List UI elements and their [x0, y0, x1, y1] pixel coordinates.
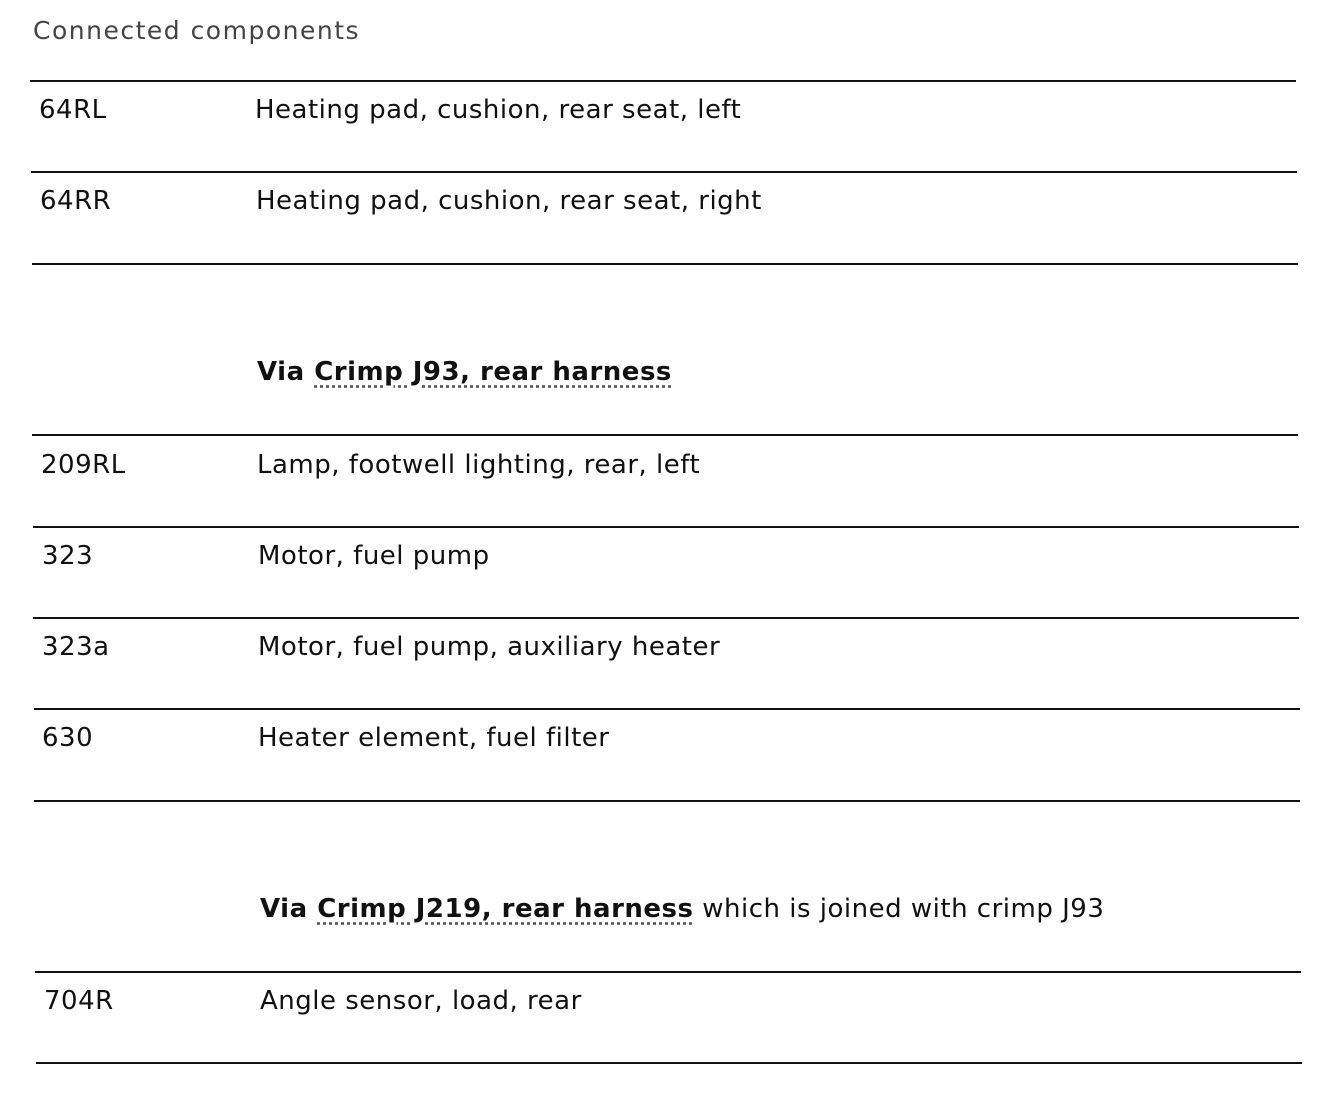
component-description: Angle sensor, load, rear	[260, 986, 582, 1016]
crimp-heading-j93	[257, 357, 672, 387]
table-divider	[33, 526, 1299, 528]
crimp-j93-link[interactable]: Crimp J93, rear harness	[314, 357, 672, 387]
component-code: 209RL	[41, 450, 126, 480]
crimp-heading-j219	[260, 894, 1104, 924]
table-divider	[35, 971, 1301, 973]
component-description: Heating pad, cushion, rear seat, left	[255, 95, 742, 125]
component-description: Lamp, footwell lighting, rear, left	[257, 450, 701, 480]
component-code: 323a	[42, 632, 110, 662]
table-divider	[34, 800, 1300, 802]
table-divider	[34, 708, 1300, 710]
component-code: 704R	[44, 986, 114, 1016]
component-code: 64RR	[40, 186, 112, 216]
component-description: Heater element, fuel filter	[258, 723, 610, 753]
page-title: Connected components	[33, 16, 361, 45]
table-divider	[33, 617, 1299, 619]
component-description: Motor, fuel pump, auxiliary heater	[258, 632, 721, 662]
component-description: Motor, fuel pump	[258, 541, 490, 571]
crimp-suffix: which is joined with crimp J93	[693, 894, 1105, 924]
component-code: 64RL	[39, 95, 107, 125]
table-divider	[30, 80, 1296, 82]
table-divider	[32, 263, 1298, 265]
crimp-prefix: Via	[257, 357, 315, 387]
component-description: Heating pad, cushion, rear seat, right	[256, 186, 762, 216]
component-code: 323	[42, 541, 94, 571]
component-code: 630	[42, 723, 94, 753]
crimp-prefix: Via	[260, 894, 318, 924]
table-divider	[32, 434, 1298, 436]
table-divider	[31, 171, 1297, 173]
crimp-j219-link[interactable]: Crimp J219, rear harness	[317, 894, 694, 924]
table-divider	[36, 1062, 1302, 1064]
